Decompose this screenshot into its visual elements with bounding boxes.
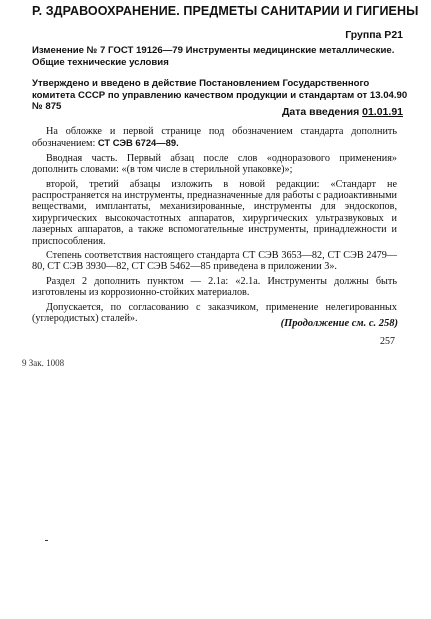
group-code: Группа Р21 bbox=[345, 29, 403, 41]
paragraph-1-text: На обложке и первой странице под обозначением стандарта дополнить обозначением: bbox=[32, 126, 397, 150]
paragraph-1 bbox=[32, 126, 397, 150]
amendment-body bbox=[32, 126, 397, 328]
amendment-title: Изменение № 7 ГОСТ 19126—79 Инструменты медицинские металлические. Общие технические условия bbox=[32, 45, 395, 68]
paragraph-5: Раздел 2 дополнить пунктом — 2.1а: «2.1а. Инструменты должны быть изготовлены из коррозионно-стойких материалов. bbox=[32, 275, 397, 299]
stray-mark bbox=[45, 540, 48, 541]
effective-date-label: Дата введения bbox=[281, 106, 360, 118]
paragraph-3: второй, третий абзацы изложить в новой редакции: «Стандарт не распространяется на инструменты, предназначенные для работы с радиоактивными веществами, имплантаты, механизированные, инструменты для эндоскопов, хирургических высокочастотных аппаратов, хирургических ультразвуковых и лазерных аппаратов, а также вспомогательные инструменты, принадлежности и приспособления. bbox=[32, 178, 397, 247]
print-order-number: 9 Зак. 1008 bbox=[22, 358, 65, 368]
section-heading: Р. ЗДРАВООХРАНЕНИЕ. ПРЕДМЕТЫ САНИТАРИИ И ГИГИЕНЫ bbox=[32, 4, 419, 18]
paragraph-2: Вводная часть. Первый абзац после слов «одноразового применения» дополнить словами: «(в том числе в стерильной упаковке)»; bbox=[32, 152, 397, 176]
page-number: 257 bbox=[380, 336, 395, 347]
paragraph-6: Допускается, по согласованию с заказчиком, применение нелегированных (углеродистых) сталей». bbox=[32, 301, 397, 325]
effective-date-value: 01.01.91 bbox=[362, 106, 403, 118]
paragraph-1-designation: СТ СЭВ 6724—89. bbox=[97, 137, 179, 149]
paragraph-4: Степень соответствия настоящего стандарта СТ СЭВ 3653—82, СТ СЭВ 2479—80, СТ СЭВ 3930—82, СТ СЭВ 5462—85 приведена в приложении 3». bbox=[32, 250, 397, 273]
approval-statement: Утверждено и введено в действие Постановлением Государственного комитета СССР по управлению качеством продукции и стандартам от 13.04.90 № 875 bbox=[32, 78, 408, 112]
continuation-note: (Продолжение см. с. 258) bbox=[280, 318, 398, 329]
effective-date bbox=[282, 106, 403, 118]
